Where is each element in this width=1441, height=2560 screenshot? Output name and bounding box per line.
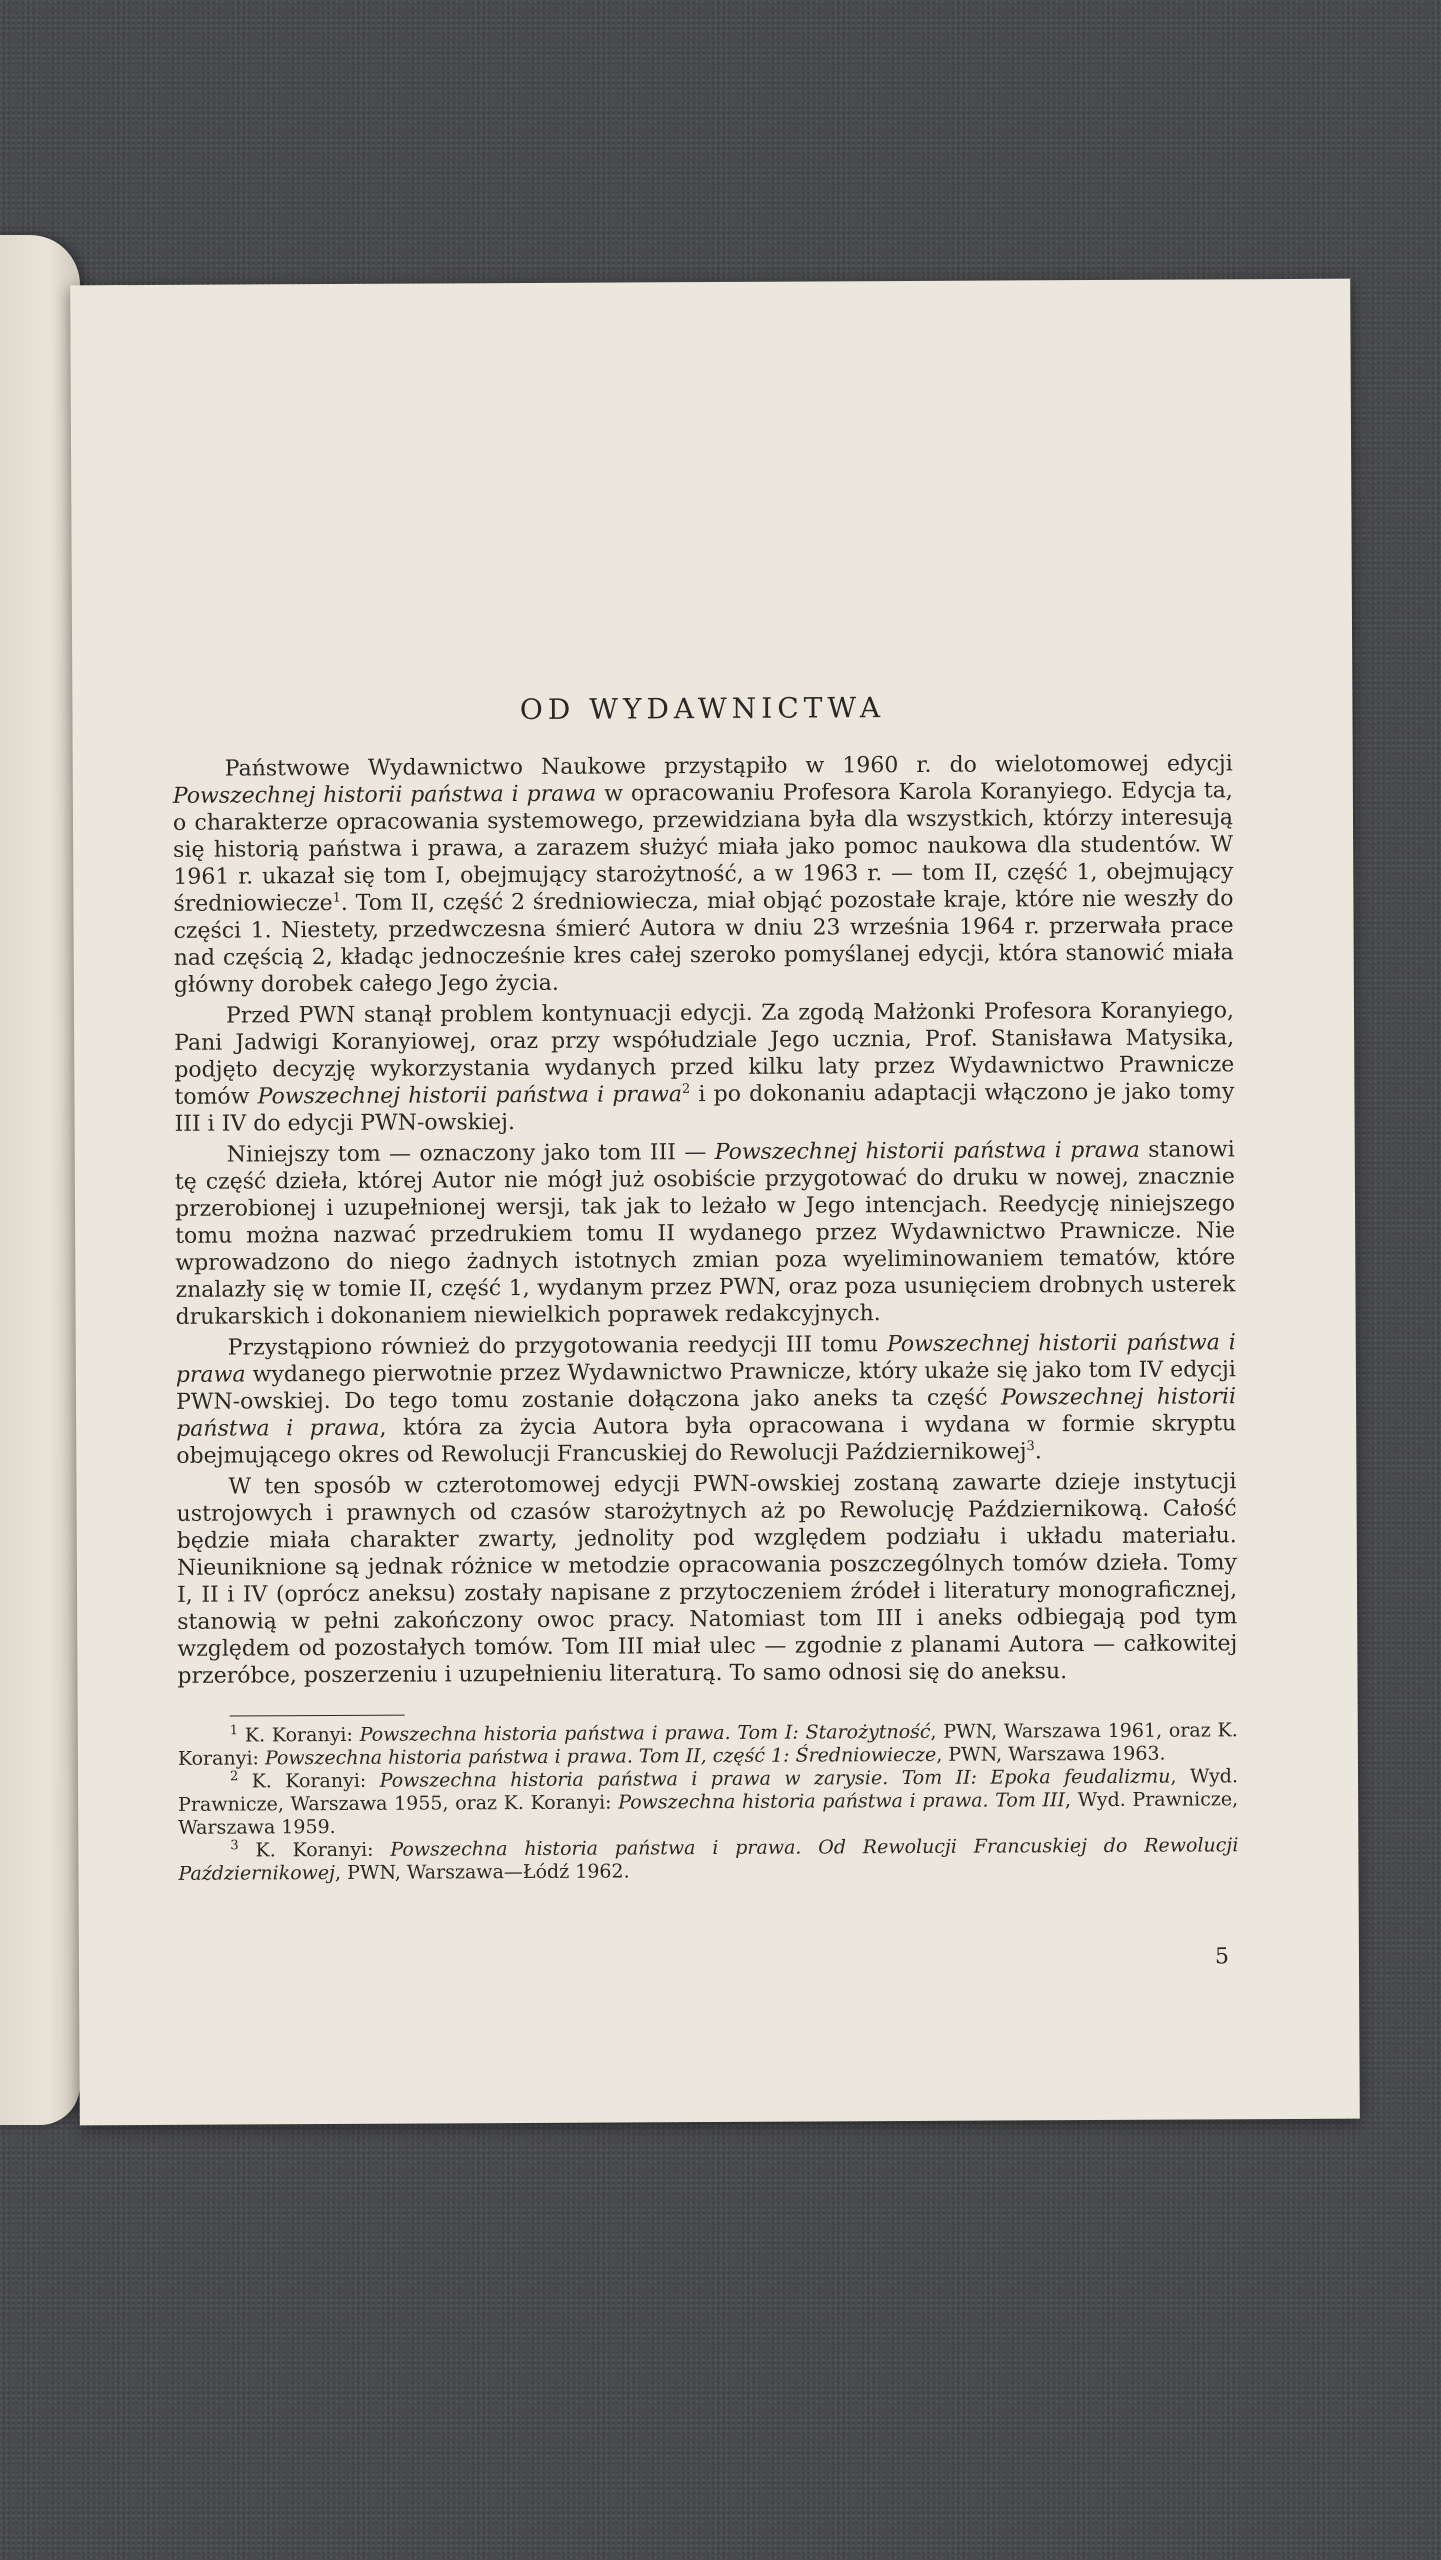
footnote	[178, 1719, 1238, 1771]
text-run: K. Koranyi:	[238, 1838, 391, 1862]
text-run: w opracowaniu Profesora Karola Koranyiego. Edycja ta, o charakterze opracowania systemowego, przewidziana była dla wszystkich, którzy interesują się historią państwa i prawa, a zarazem służyć miała jako pomoc naukowa dla studentów. W 1961 r. ukazał się tom I, obejmujący starożytność, a w 1963 r. — tom II, część 1, obejmujący średniowiecze	[172, 778, 1234, 917]
footnote	[178, 1765, 1238, 1840]
italic-title-text: Powszechna historia państwa i prawa w zarysie. Tom II: Epoka feudalizmu	[379, 1765, 1171, 1792]
footnote-marker: 3	[1026, 1439, 1035, 1455]
text-run: , PWN, Warszawa—Łódź 1962.	[334, 1860, 630, 1884]
text-run: K. Koranyi:	[238, 1723, 360, 1747]
italic-title-text: Powszechnej historii państwa i prawa	[172, 781, 597, 809]
italic-title-text: Powszechna historia państwa i prawa. Tom I: Starożytność	[359, 1720, 931, 1746]
italic-title-text: Powszechnej historii państwa i prawa	[714, 1137, 1140, 1166]
footnotes	[178, 1719, 1239, 1886]
footnote-marker: 3	[230, 1838, 239, 1854]
footnote-rule	[230, 1715, 405, 1717]
text-run: stanowi tę część dzieła, której Autor nie mógł już osobiście przygotować do druku w nowej, znacznie przerobionej i uzupełnionej wersji, tak jak to leżało w Jego intencjach. Reedycję niniejszego tomu można nazwać przedrukiem tomu II wydanego przez Wydawnictwo Prawnicze. Nie wprowadzono do niego żadnych istotnych zmian poza wyeliminowaniem tematów, które znalazły się w tomie II, część 1, wydanym przez PWN, oraz poza usunięciem drobnych usterek drukarskich i dokonaniem niewielkich poprawek redakcyjnych.	[174, 1137, 1236, 1330]
text-run: , Wyd. Prawnicze, Warszawa 1955, oraz K. Koranyi:	[178, 1765, 1239, 1816]
paragraph	[173, 750, 1234, 999]
text-run: .	[1034, 1439, 1042, 1465]
text-run: Państwowe Wydawnictwo Naukowe przystąpiło w 1960 r. do wielotomowej edycji	[224, 751, 1233, 782]
text-run: Niniejszy tom — oznaczony jako tom III —	[226, 1140, 715, 1168]
text-run: , która za życia Autora była opracowana i wydana w formie skryptu obejmującego okres od Rewolucji Francuskiej do Rewolucji Październikowej	[176, 1411, 1237, 1469]
text-run: Przed PWN stanął problem kontynuacji edycji. Za zgodą Małżonki Profesora Koranyiego, Pani Jadwigi Koranyiowej, oraz przy współudziale Jego ucznia, Prof. Stanisława Matysika, podjęto decyzję wykorzystania wydanych przed kilku laty przez Wydawnictwo Prawnicze tomów	[174, 998, 1235, 1110]
text-run: W ten sposób w czterotomowej edycji PWN-owskiej zostaną zawarte dzieje instytucji ustrojowych i prawnych od czasów starożytnych aż po Rewolucję Październikową. Całość będzie miała charakter zwarty, jednolity pod względem podziału i układu materiału. Nieuniknione są jednak różnice w metodzie opracowania poszczególnych tomów dzieła. Tomy I, II i IV (oprócz aneksu) zostały napisane z przytoczeniem źródeł i literatury monograficznej, stanowią w pełni zakończony owoc pracy. Natomiast tom III i aneks odbiegają pod tym względem od pozostałych tomów. Tom III miał ulec — zgodnie z planami Autora — całkowitej przeróbce, poszerzeniu i uzupełnieniu literaturą. To samo odnosi się do aneksu.	[176, 1469, 1238, 1689]
text-run: . Tom II, część 2 średniowiecza, miał objąć pozostałe kraje, które nie weszły do części 1. Niestety, przedwczesna śmierć Autora w dniu 23 września 1964 r. przerwała prace nad częścią 2, kładąc jednocześnie kres całej szeroko pomyślanej edycji, która stanowić miała główny dorobek całego Jego życia.	[173, 886, 1234, 998]
page-title: OD WYDAWNICTWA	[519, 691, 886, 727]
text-run: Przystąpiono również do przygotowania reedycji III tomu	[227, 1332, 888, 1361]
page-text-block	[172, 689, 1238, 1886]
paragraph	[176, 1329, 1237, 1470]
italic-title-text: Powszechnej historii państwa i prawa	[257, 1082, 683, 1110]
footnote-marker: 1	[229, 1723, 239, 1739]
text-run: , Wyd. Prawnicze, Warszawa 1959.	[178, 1788, 1239, 1839]
text-run: wydanego pierwotnie przez Wydawnictwo Prawnicze, który ukaże się jako tom IV edycji PWN-owskiej. Do tego tomu zostanie dołączona jako aneks ta część	[175, 1357, 1236, 1415]
footnote-marker: 2	[229, 1769, 239, 1785]
italic-title-text: Powszechna historia państwa i prawa. Tom III	[618, 1789, 1066, 1814]
book-page	[70, 279, 1360, 2126]
paragraph	[176, 1468, 1237, 1690]
text-run: i po dokonaniu adaptacji włączono je jako tomy III i IV do edycji PWN-owskiej.	[174, 1079, 1235, 1137]
footnote-marker: 2	[681, 1081, 691, 1097]
body-text	[173, 750, 1238, 1690]
footnote-marker: 1	[332, 890, 341, 906]
footnote	[178, 1834, 1238, 1886]
italic-title-text: Powszechnej historii państwa i prawa	[176, 1384, 1237, 1442]
facing-page-edge	[0, 235, 80, 2125]
text-run: , PWN, Warszawa 1961, oraz K. Koranyi:	[177, 1719, 1238, 1770]
italic-title-text: Powszechnej historii państwa i prawa	[175, 1330, 1236, 1388]
text-run: , PWN, Warszawa 1963.	[936, 1742, 1166, 1766]
paragraph	[175, 1136, 1236, 1331]
italic-title-text: Powszechna historia państwa i prawa. Tom II, część 1: Średniowiecze	[264, 1743, 937, 1770]
page-number: 5	[1214, 1944, 1230, 1970]
paragraph	[174, 997, 1235, 1138]
text-run: K. Koranyi:	[238, 1769, 380, 1793]
italic-title-text: Powszechna historia państwa i prawa. Od Rewolucji Francuskiej do Rewolucji Październikowej	[178, 1834, 1239, 1885]
